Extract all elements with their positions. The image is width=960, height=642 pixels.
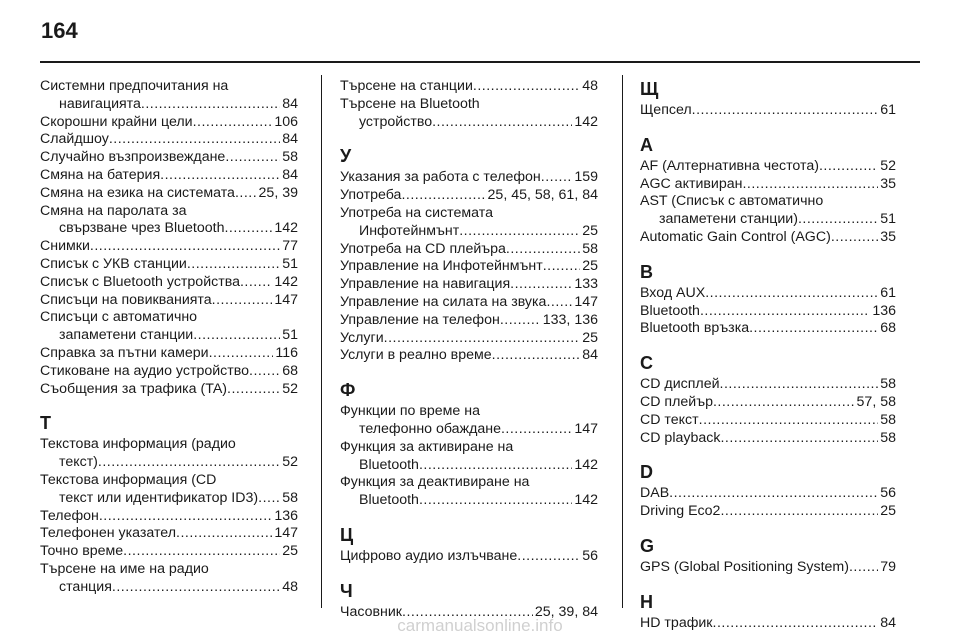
entry-term: Управление на телефон — [340, 311, 500, 328]
index-column-1 — [40, 78, 298, 597]
entry-term: Смяна на паролата за — [40, 202, 187, 219]
dot-leader — [419, 457, 572, 475]
index-entry — [40, 345, 298, 363]
dot-leader — [473, 78, 580, 96]
index-entry — [640, 559, 896, 577]
entry-term: Вход AUX — [640, 284, 706, 301]
entry-pages: 84 — [282, 166, 298, 183]
entry-pages: 52 — [282, 380, 298, 397]
index-entry — [40, 363, 298, 381]
entry-pages: 25 — [582, 329, 598, 346]
footer-watermark: carmanualsonline.info — [397, 616, 563, 635]
entry-pages: 25 — [582, 222, 598, 239]
entry-term: Търсене на Bluetooth — [340, 95, 480, 112]
entry-term: Стиковане на аудио устройство — [40, 362, 250, 379]
entry-term: навигацията — [59, 95, 141, 112]
index-entry — [40, 185, 298, 203]
index-entry — [40, 131, 298, 149]
index-entry — [340, 96, 598, 132]
index-entry — [40, 114, 298, 132]
section-letter: D — [640, 462, 653, 483]
index-entry — [340, 439, 598, 475]
dot-leader — [209, 345, 274, 363]
section-letter: C — [640, 353, 653, 374]
index-entry — [340, 347, 598, 365]
index-entry — [40, 436, 298, 472]
entry-term: Bluetooth — [640, 302, 700, 319]
index-entry — [340, 312, 598, 330]
entry-pages: 25 — [880, 503, 896, 520]
index-entry — [640, 176, 896, 194]
entry-pages: 147 — [574, 420, 598, 437]
index-entry — [340, 294, 598, 312]
dot-leader — [112, 579, 280, 597]
entry-term: Automatic Gain Control (AGC) — [640, 228, 831, 245]
index-entry — [640, 303, 896, 321]
entry-term: Скорошни крайни цели — [40, 113, 193, 130]
section-letter: Ч — [340, 580, 353, 601]
section-letter: H — [640, 591, 653, 612]
entry-pages: 57, 58 — [856, 393, 896, 410]
dot-leader — [459, 223, 580, 241]
entry-pages: 48 — [282, 578, 298, 595]
entry-term: DAB — [640, 485, 670, 502]
entry-pages: 58 — [880, 429, 896, 446]
entry-term: Bluetooth връзка — [640, 320, 750, 337]
entry-term: Услуги — [340, 329, 384, 346]
entry-term: Списък с Bluetooth устройства — [40, 273, 240, 290]
index-entry — [640, 158, 896, 176]
index-entry — [40, 238, 298, 256]
dot-leader — [99, 508, 272, 526]
entry-pages: 58 — [880, 376, 896, 393]
entry-pages: 35 — [880, 175, 896, 192]
entry-pages: 116 — [275, 344, 298, 361]
index-entry — [340, 276, 598, 294]
entry-term: текст) — [59, 454, 98, 471]
entry-pages: 52 — [880, 157, 896, 174]
dot-leader — [432, 114, 572, 132]
entry-term: Системни предпочитания на — [40, 78, 229, 94]
dot-leader — [546, 294, 572, 312]
dot-leader — [258, 490, 280, 508]
dot-leader — [500, 312, 541, 330]
entry-term: CD дисплей — [640, 376, 720, 393]
index-entry — [340, 548, 598, 566]
index-entry — [640, 376, 896, 394]
entry-term: Текстова информация (CD — [40, 471, 217, 488]
index-entry — [340, 78, 598, 96]
index-entry — [40, 167, 298, 185]
entry-pages: 142 — [574, 492, 598, 509]
entry-pages: 25 — [582, 258, 598, 275]
dot-leader — [541, 169, 573, 187]
entry-pages: 79 — [880, 558, 896, 575]
dot-leader — [193, 114, 273, 132]
index-entry — [640, 102, 896, 120]
entry-term: Справка за пътни камери — [40, 344, 209, 361]
entry-pages: 68 — [282, 362, 298, 379]
dot-leader — [720, 503, 878, 521]
entry-pages: 51 — [880, 211, 896, 228]
entry-term: AST (Списък с автоматично — [640, 193, 824, 210]
index-entry — [40, 309, 298, 345]
entry-pages: 136 — [872, 302, 896, 319]
dot-leader — [669, 485, 878, 503]
entry-term: CD текст — [640, 411, 699, 428]
entry-term: Функция за деактивиране на — [340, 474, 530, 491]
index-entry — [40, 149, 298, 167]
dot-leader — [419, 492, 572, 510]
entry-term: Случайно възпроизвеждане — [40, 149, 226, 166]
dot-leader — [699, 412, 879, 430]
dot-leader — [384, 330, 581, 348]
entry-term: Текстова информация (радио — [40, 436, 236, 453]
entry-pages: 142 — [574, 113, 598, 130]
dot-leader — [227, 381, 280, 399]
entry-pages: 159 — [574, 169, 598, 186]
entry-term: Телефон — [40, 507, 99, 524]
entry-pages: 84 — [880, 614, 896, 631]
dot-leader — [492, 347, 581, 365]
entry-term: AF (Алтернативна честота) — [640, 157, 819, 174]
entry-pages: 25, 39, 84 — [534, 603, 598, 620]
index-entry — [40, 543, 298, 561]
entry-pages: 52 — [282, 454, 298, 471]
index-entry — [340, 474, 598, 510]
index-entry — [340, 169, 598, 187]
entry-pages: 133, 136 — [542, 311, 598, 328]
entry-pages: 51 — [282, 255, 298, 272]
dot-leader — [90, 238, 280, 256]
dot-leader — [849, 559, 878, 577]
dot-leader — [506, 241, 580, 259]
dot-leader — [109, 131, 280, 149]
index-entry — [40, 561, 298, 597]
entry-term: Функции по време на — [340, 403, 480, 420]
entry-term: Смяна на батерия — [40, 166, 161, 183]
column-divider — [321, 75, 322, 608]
index-entry — [340, 258, 598, 276]
entry-term: Щепсел — [640, 102, 692, 118]
entry-term: CD playback — [640, 429, 721, 446]
index-entry — [40, 203, 298, 239]
entry-pages: 68 — [880, 320, 896, 337]
dot-leader — [141, 96, 280, 114]
entry-term: запаметени станции) — [659, 211, 798, 228]
entry-term: Цифрово аудио излъчване — [340, 547, 518, 564]
entry-pages: 56 — [880, 485, 896, 502]
entry-term: Употреба — [340, 187, 402, 204]
index-column-2 — [340, 78, 598, 622]
entry-term: Търсене на име на радио — [40, 560, 209, 577]
entry-pages: 61 — [880, 102, 896, 118]
index-entry — [640, 193, 896, 229]
dot-leader — [713, 394, 855, 412]
index-entry — [640, 285, 896, 303]
entry-term: Списък с УКВ станции — [40, 255, 187, 272]
index-entry — [640, 320, 896, 338]
dot-leader — [517, 548, 580, 566]
entry-term: Driving Eco2 — [640, 503, 721, 520]
entry-term: запаметени станции — [59, 327, 194, 344]
section-letter: Ц — [340, 524, 354, 545]
index-entry — [640, 229, 896, 247]
entry-term: телефонно обаждане — [359, 420, 501, 437]
entry-term: Телефонен указател — [40, 525, 176, 542]
entry-term: Смяна на езика на системата — [40, 184, 235, 201]
dot-leader — [401, 187, 485, 205]
entry-pages: 136 — [274, 507, 298, 524]
entry-pages: 48 — [582, 78, 598, 94]
entry-term: Списъци с автоматично — [40, 309, 198, 326]
dot-leader — [543, 258, 581, 276]
entry-pages: 25, 45, 58, 61, 84 — [487, 187, 598, 204]
index-entry — [640, 394, 896, 412]
dot-leader — [249, 363, 280, 381]
index-entry — [40, 381, 298, 399]
dot-leader — [187, 256, 280, 274]
entry-term: текст или идентификатор ID3) — [59, 489, 259, 506]
dot-leader — [720, 430, 878, 448]
section-letter: Ф — [340, 380, 356, 401]
index-entry — [640, 485, 896, 503]
entry-term: Списъци на повикванията — [40, 291, 212, 308]
dot-leader — [240, 274, 272, 292]
entry-pages: 147 — [274, 291, 298, 308]
entry-term: Точно време — [40, 543, 124, 560]
entry-term: станция — [59, 578, 112, 595]
dot-leader — [692, 102, 879, 120]
entry-pages: 58 — [282, 149, 298, 166]
dot-leader — [742, 176, 878, 194]
entry-pages: 142 — [574, 456, 598, 473]
dot-leader — [176, 525, 272, 543]
column-divider — [622, 75, 623, 608]
entry-pages: 77 — [282, 238, 298, 255]
entry-term: Снимки — [40, 238, 90, 255]
index-entry — [40, 292, 298, 310]
dot-leader — [160, 167, 280, 185]
entry-term: Съобщения за трафика (TA) — [40, 380, 228, 397]
dot-leader — [749, 320, 878, 338]
dot-leader — [831, 229, 878, 247]
dot-leader — [98, 454, 280, 472]
entry-pages: 25, 39 — [258, 184, 298, 201]
entry-pages: 142 — [274, 273, 298, 290]
entry-term: Управление на навигация — [340, 276, 511, 293]
entry-term: CD плейър — [640, 393, 713, 410]
index-entry — [640, 430, 896, 448]
entry-term: Търсене на станции — [340, 78, 473, 94]
entry-term: Функция за активиране на — [340, 438, 514, 455]
entry-pages: 51 — [282, 327, 298, 344]
index-entry — [340, 205, 598, 241]
index-entry — [40, 78, 298, 114]
entry-pages: 84 — [282, 131, 298, 148]
entry-pages: 106 — [274, 113, 298, 130]
dot-leader — [123, 543, 280, 561]
dot-leader — [225, 149, 280, 167]
index-entry — [40, 525, 298, 543]
index-entry — [640, 503, 896, 521]
entry-term: Управление на силата на звука — [340, 293, 547, 310]
index-column-3 — [640, 78, 896, 633]
entry-term: Часовник — [340, 603, 402, 620]
entry-term: Указания за работа с телефон — [340, 169, 541, 186]
index-entry — [340, 187, 598, 205]
entry-pages: 84 — [582, 347, 598, 364]
dot-leader — [501, 421, 572, 439]
entry-pages: 147 — [274, 525, 298, 542]
entry-pages: 58 — [880, 411, 896, 428]
entry-term: Услуги в реално време — [340, 347, 492, 364]
dot-leader — [819, 158, 878, 176]
section-letter: A — [640, 134, 653, 155]
section-letter: Т — [40, 413, 51, 434]
index-entry — [640, 412, 896, 430]
entry-pages: 58 — [582, 240, 598, 257]
entry-pages: 25 — [282, 543, 298, 560]
entry-pages: 84 — [282, 95, 298, 112]
entry-term: AGC активиран — [640, 175, 743, 192]
dot-leader — [798, 211, 878, 229]
dot-leader — [235, 185, 257, 203]
index-entry — [40, 274, 298, 292]
entry-term: Управление на Инфотейнмънт — [340, 258, 543, 275]
entry-term: HD трафик — [640, 614, 713, 631]
section-letter: Щ — [640, 79, 659, 99]
entry-term: устройство — [359, 113, 433, 130]
entry-term: Bluetooth — [359, 456, 419, 473]
entry-term: свързване чрез Bluetooth — [59, 220, 225, 237]
entry-pages: 133 — [574, 276, 598, 293]
dot-leader — [224, 220, 272, 238]
dot-leader — [510, 276, 572, 294]
header-rule — [40, 61, 920, 63]
dot-leader — [705, 285, 878, 303]
entry-term: Bluetooth — [359, 492, 419, 509]
section-letter: G — [640, 535, 655, 556]
index-entry — [40, 508, 298, 526]
entry-term: Инфотейнмънт — [359, 222, 460, 239]
dot-leader — [720, 376, 879, 394]
entry-pages: 61 — [880, 284, 896, 301]
index-entry — [40, 256, 298, 274]
index-entry — [340, 330, 598, 348]
entry-pages: 35 — [880, 228, 896, 245]
dot-leader — [700, 303, 870, 321]
entry-pages: 56 — [582, 547, 598, 564]
index-entry — [340, 403, 598, 439]
dot-leader — [212, 292, 273, 310]
section-letter: У — [340, 146, 352, 167]
entry-term: Употреба на CD плейъра — [340, 240, 506, 257]
entry-term: GPS (Global Positioning System) — [640, 558, 849, 575]
entry-term: Употреба на системата — [340, 204, 493, 221]
section-letter: B — [640, 261, 653, 282]
entry-pages: 147 — [574, 293, 598, 310]
entry-pages: 58 — [282, 489, 298, 506]
page-number: 164 — [41, 18, 78, 43]
entry-pages: 142 — [274, 220, 298, 237]
entry-term: Слайдшоу — [40, 131, 109, 148]
dot-leader — [193, 327, 280, 345]
index-entry — [40, 472, 298, 508]
index-entry — [340, 241, 598, 259]
